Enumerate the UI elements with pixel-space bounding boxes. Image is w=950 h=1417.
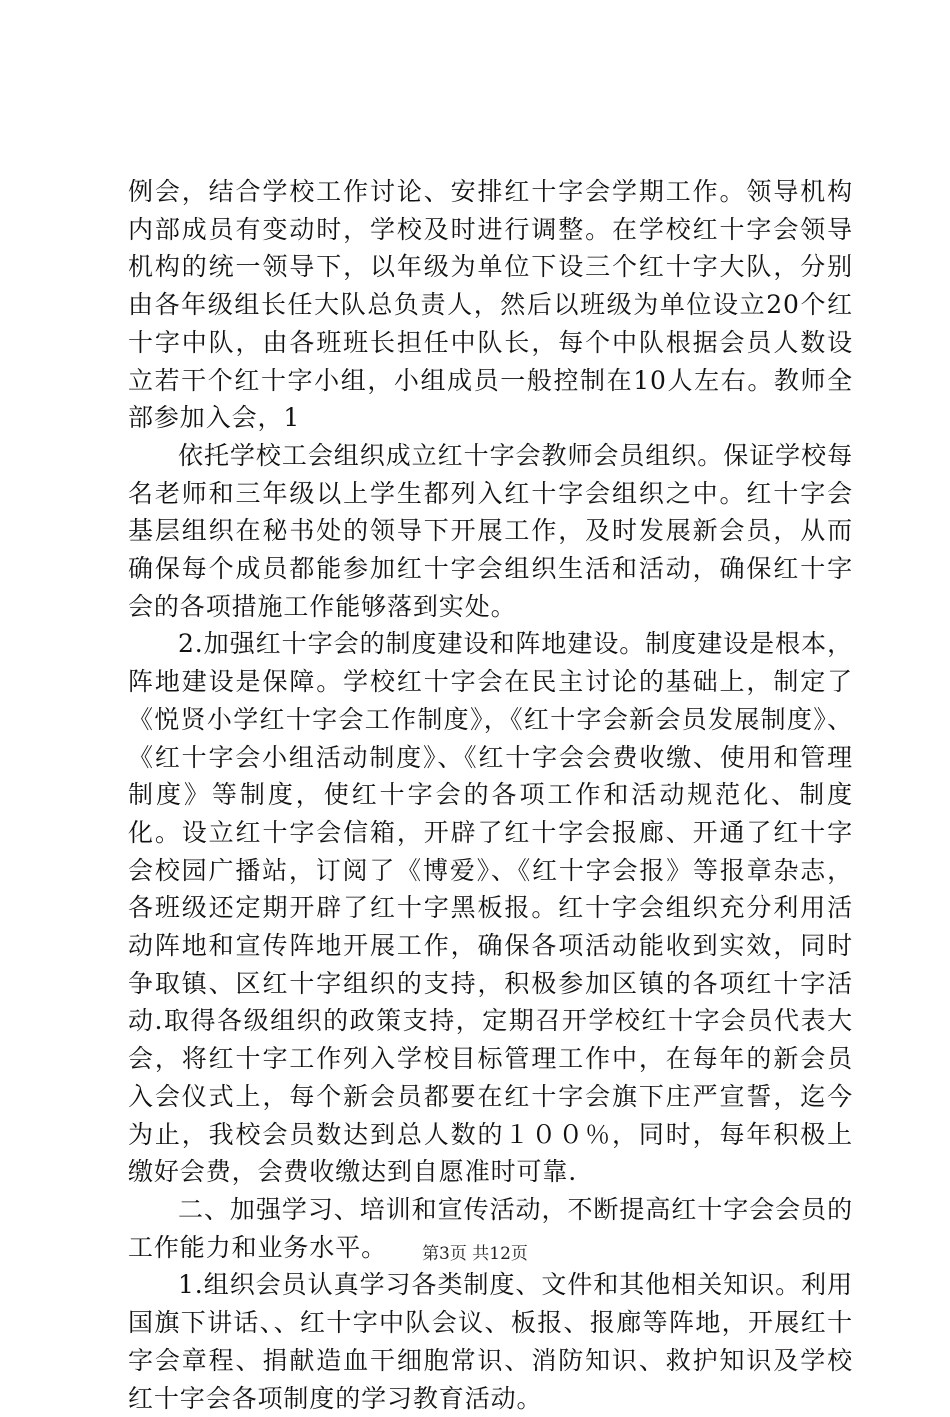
paragraph-system-construction: 2.加强红十字会的制度建设和阵地建设。制度建设是根本，阵地建设是保障。学校红十字会在民主讨论的基础上，制定了《悦贤小学红十字会工作制度》，《红十字会新会员发展制度》、《红十字会小组活动制度》、《红十字会会费收缴、使用和管理制度》等制度，使红十字会的各项工作和活动规范化、制度化。设立红十字会信箱，开辟了红十字会报廊、开通了红十字会校园广播站，订阅了《博爱》、《红十字会报》等报章杂志，各班级还定期开辟了红十字黑板报。红十字会组织充分利用活动阵地和宣传阵地开展工作，确保各项活动能收到实效，同时争取镇、区红十字组织的支持，积极参加区镇的各项红十字活动.取得各级组织的政策支持，定期召开学校红十字会员代表大会，将红十字工作列入学校目标管理工作中，在每年的新会员入会仪式上，每个新会员都要在红十字会旗下庄严宣誓，迄今为止，我校会员数达到总人数的１００％，同时，每年积极上缴好会费，会费收缴达到自愿准时可靠. [128, 629, 853, 1187]
paragraph-continued: 例会，结合学校工作讨论、安排红十字会学期工作。领导机构内部成员有变动时，学校及时进行调整。在学校红十字会领导机构的统一领导下，以年级为单位下设三个红十字大队，分别由各年级组长任大队总负责人，然后以班级为单位设立20个红十字中队，由各班班长担任中队长，每个中队根据会员人数设立若干个红十字小组，小组成员一般控制在10人左右。教师全部参加入会，1 [128, 177, 853, 433]
paragraph-member-study: 1.组织会员认真学习各类制度、文件和其他相关知识。利用国旗下讲话、、红十字中队会议、板报、报廊等阵地，开展红十字会章程、捐献造血干细胞常识、消防知识、救护知识及学校红十字会各项制度的学习教育活动。 [128, 1270, 853, 1413]
page-footer: 第3页 共12页 [422, 1244, 528, 1264]
section-heading-training: 二、加强学习、培训和宣传活动，不断提高红十字会会员的工作能力和业务水平。 [128, 1194, 853, 1262]
document-body [128, 173, 853, 1417]
paragraph-teacher-organization: 依托学校工会组织成立红十字会教师会员组织。保证学校每名老师和三年级以上学生都列入红十字会组织之中。红十字会基层组织在秘书处的领导下开展工作，及时发展新会员，从而确保每个成员都能参加红十字会组织生活和活动，确保红十字会的各项措施工作能够落到实处。 [128, 440, 853, 621]
